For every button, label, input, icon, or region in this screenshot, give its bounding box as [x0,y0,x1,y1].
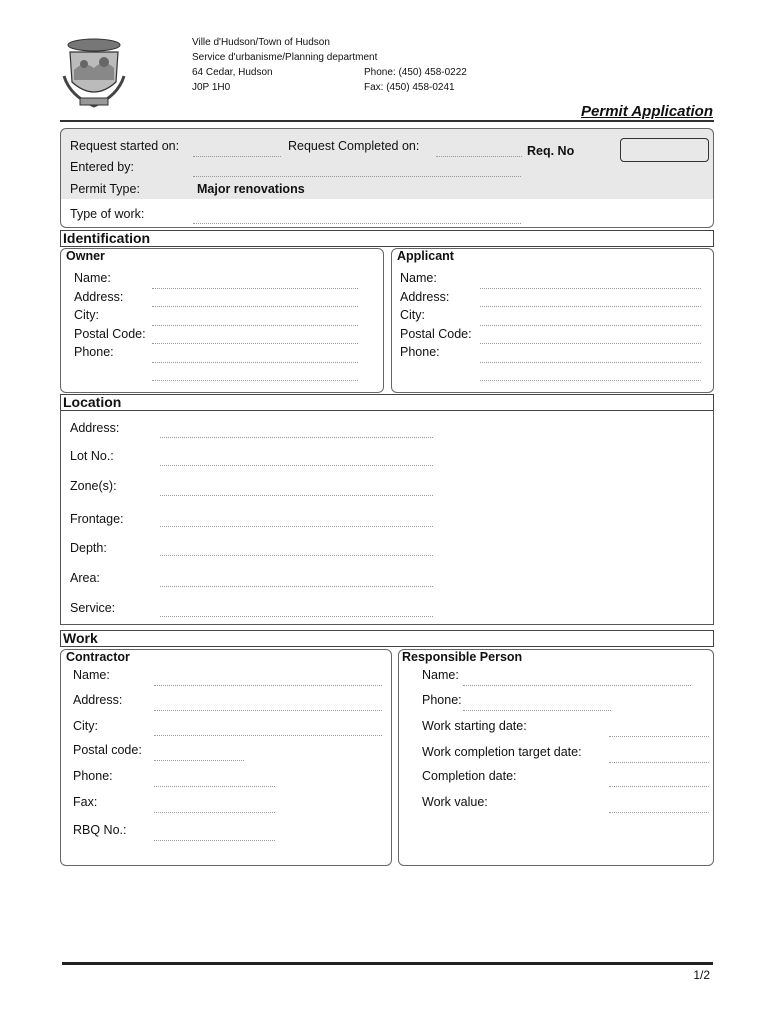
request-completed-label: Request Completed on: [288,139,420,153]
location-zones-label: Zone(s): [70,479,117,493]
location-frontage-label: Frontage: [70,512,124,526]
owner-title: Owner [66,249,105,263]
page-number: 1/2 [693,968,710,982]
type-of-work-label: Type of work: [70,207,145,221]
contractor-postal-code-label: Postal code: [73,743,142,757]
applicant-phone-field[interactable] [480,362,701,363]
responsible-person-title: Responsible Person [402,650,523,664]
owner-extra-field[interactable] [152,380,358,381]
owner-address-label: Address: [74,290,124,304]
location-area-field[interactable] [160,586,433,587]
owner-address-field[interactable] [152,306,358,307]
work-value-label: Work value: [422,795,488,809]
location-lot-no-label: Lot No.: [70,449,114,463]
owner-postal-code-field[interactable] [152,343,358,344]
location-area-label: Area: [70,571,100,585]
contractor-city-field[interactable] [154,735,382,736]
town-phone: Phone: (450) 458-0222 [364,67,467,78]
work-completion-target-date-field[interactable] [609,762,709,763]
town-address: 64 Cedar, Hudson [192,67,273,78]
work-section-title: Work [60,630,714,647]
contractor-rbq-no-field[interactable] [154,840,275,841]
contractor-address-label: Address: [73,693,123,707]
applicant-postal-code-label: Postal Code: [400,327,472,341]
location-address-field[interactable] [160,437,433,438]
contractor-phone-field[interactable] [154,786,275,787]
request-completed-field[interactable] [436,156,522,157]
owner-panel [60,248,384,393]
entered-by-field[interactable] [193,176,521,177]
applicant-title: Applicant [397,249,454,263]
work-starting-date-field[interactable] [609,736,709,737]
header-rule [60,120,714,122]
owner-city-label: City: [74,308,99,322]
owner-city-field[interactable] [152,325,358,326]
location-zones-field[interactable] [160,495,433,496]
owner-name-label: Name: [74,271,111,285]
town-fax: Fax: (450) 458-0241 [364,82,455,93]
responsible-name-field[interactable] [463,685,691,686]
responsible-phone-label: Phone: [422,693,462,707]
town-name: Ville d'Hudson/Town of Hudson [192,37,330,48]
type-of-work-field[interactable] [193,223,521,224]
contractor-address-field[interactable] [154,710,382,711]
location-panel [60,410,714,625]
location-address-label: Address: [70,421,120,435]
applicant-name-field[interactable] [480,288,701,289]
entered-by-label: Entered by: [70,160,134,174]
location-frontage-field[interactable] [160,526,433,527]
footer-rule [62,962,713,965]
location-lot-no-field[interactable] [160,465,433,466]
location-section-title: Location [60,394,714,411]
work-starting-date-label: Work starting date: [422,719,527,733]
identification-section-title: Identification [60,230,714,247]
req-no-field[interactable] [620,138,709,162]
completion-date-label: Completion date: [422,769,517,783]
applicant-postal-code-field[interactable] [480,343,701,344]
applicant-city-label: City: [400,308,425,322]
contractor-fax-field[interactable] [154,812,275,813]
applicant-address-label: Address: [400,290,450,304]
location-depth-label: Depth: [70,541,107,555]
completion-date-field[interactable] [609,786,709,787]
applicant-name-label: Name: [400,271,437,285]
location-service-field[interactable] [160,616,433,617]
applicant-address-field[interactable] [480,306,701,307]
department-name: Service d'urbanisme/Planning department [192,52,378,63]
permit-type-value[interactable]: Major renovations [197,182,305,196]
responsible-phone-field[interactable] [463,710,611,711]
contractor-name-field[interactable] [154,685,382,686]
contractor-city-label: City: [73,719,98,733]
req-no-label: Req. No [527,144,575,158]
form-title: Permit Application [581,103,713,120]
work-value-field[interactable] [609,812,709,813]
request-started-field[interactable] [193,156,281,157]
responsible-name-label: Name: [422,668,459,682]
applicant-extra-field[interactable] [480,380,701,381]
request-started-label: Request started on: [70,139,180,153]
applicant-phone-label: Phone: [400,345,440,359]
contractor-fax-label: Fax: [73,795,98,809]
town-postal-code: J0P 1H0 [192,82,231,93]
work-completion-target-date-label: Work completion target date: [422,745,582,759]
owner-name-field[interactable] [152,288,358,289]
applicant-city-field[interactable] [480,325,701,326]
location-service-label: Service: [70,601,116,615]
contractor-name-label: Name: [73,668,110,682]
owner-phone-label: Phone: [74,345,114,359]
contractor-postal-code-field[interactable] [154,760,244,761]
town-seal-logo [60,36,128,110]
owner-postal-code-label: Postal Code: [74,327,146,341]
applicant-panel [391,248,714,393]
owner-phone-field[interactable] [152,362,358,363]
contractor-title: Contractor [66,650,130,664]
contractor-phone-label: Phone: [73,769,113,783]
location-depth-field[interactable] [160,555,433,556]
contractor-rbq-no-label: RBQ No.: [73,823,127,837]
permit-type-label: Permit Type: [70,182,140,196]
